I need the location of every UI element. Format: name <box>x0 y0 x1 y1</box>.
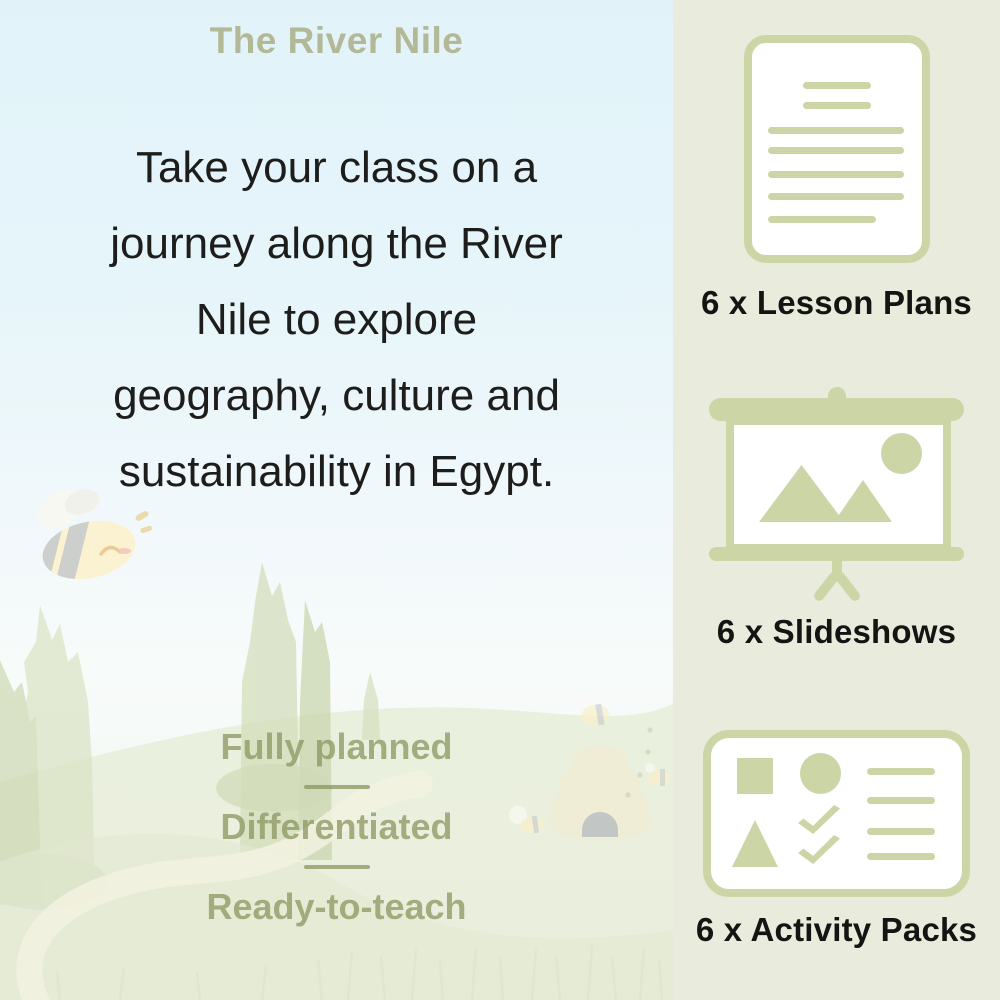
bee-cheek <box>117 548 131 554</box>
feature-ready-to-teach: Ready-to-teach <box>206 886 467 927</box>
document-text-line <box>803 82 871 89</box>
sidebar-item-lesson-plans <box>673 35 1000 322</box>
hero-description-line: geography, culture and <box>113 371 560 420</box>
document-text-line <box>803 102 871 109</box>
feature-divider <box>304 865 370 869</box>
projector-screen <box>726 417 951 552</box>
projector-stand-leg <box>833 570 862 603</box>
hero-description-line: Take your class on a <box>135 143 538 192</box>
feature-list <box>0 724 673 930</box>
contents-sidebar <box>673 0 1000 1000</box>
hero-description-line: sustainability in Egypt. <box>118 447 555 496</box>
mountain-shape <box>759 465 844 522</box>
mountain-shape <box>834 480 892 522</box>
card-text-line <box>867 797 935 804</box>
lesson-plans-label: 6 x Lesson Plans <box>701 284 972 321</box>
activity-packs-card-icon <box>703 730 970 897</box>
sidebar-item-activity-packs <box>673 730 1000 949</box>
card-text-line <box>867 828 935 835</box>
document-text-line <box>768 216 876 223</box>
slideshows-label: 6 x Slideshows <box>716 613 957 650</box>
triangle-shape <box>732 820 778 867</box>
hero-description <box>0 130 673 510</box>
document-text-line <box>768 127 904 134</box>
document-text-line <box>768 193 904 200</box>
feature-fully-planned: Fully planned <box>220 726 453 767</box>
card-text-line <box>867 853 935 860</box>
activity-packs-label: 6 x Activity Packs <box>695 911 978 948</box>
card-text-line <box>867 768 935 775</box>
page-title: The River Nile <box>209 20 464 61</box>
checkmark-icon <box>798 805 840 834</box>
feature-divider <box>304 785 370 789</box>
document-text-line <box>768 147 904 154</box>
hero-description-line: Nile to explore <box>195 295 478 344</box>
feature-differentiated: Differentiated <box>220 806 453 847</box>
sun-shape <box>881 433 922 474</box>
square-shape <box>737 758 773 794</box>
lesson-plans-document-icon <box>744 35 930 263</box>
checkmark-icon <box>798 835 840 864</box>
sidebar-item-slideshows <box>673 387 1000 651</box>
circle-shape <box>800 753 841 794</box>
document-text-line <box>768 171 904 178</box>
slideshows-projector-icon <box>709 387 964 605</box>
hero-description-line: journey along the River <box>110 219 563 268</box>
